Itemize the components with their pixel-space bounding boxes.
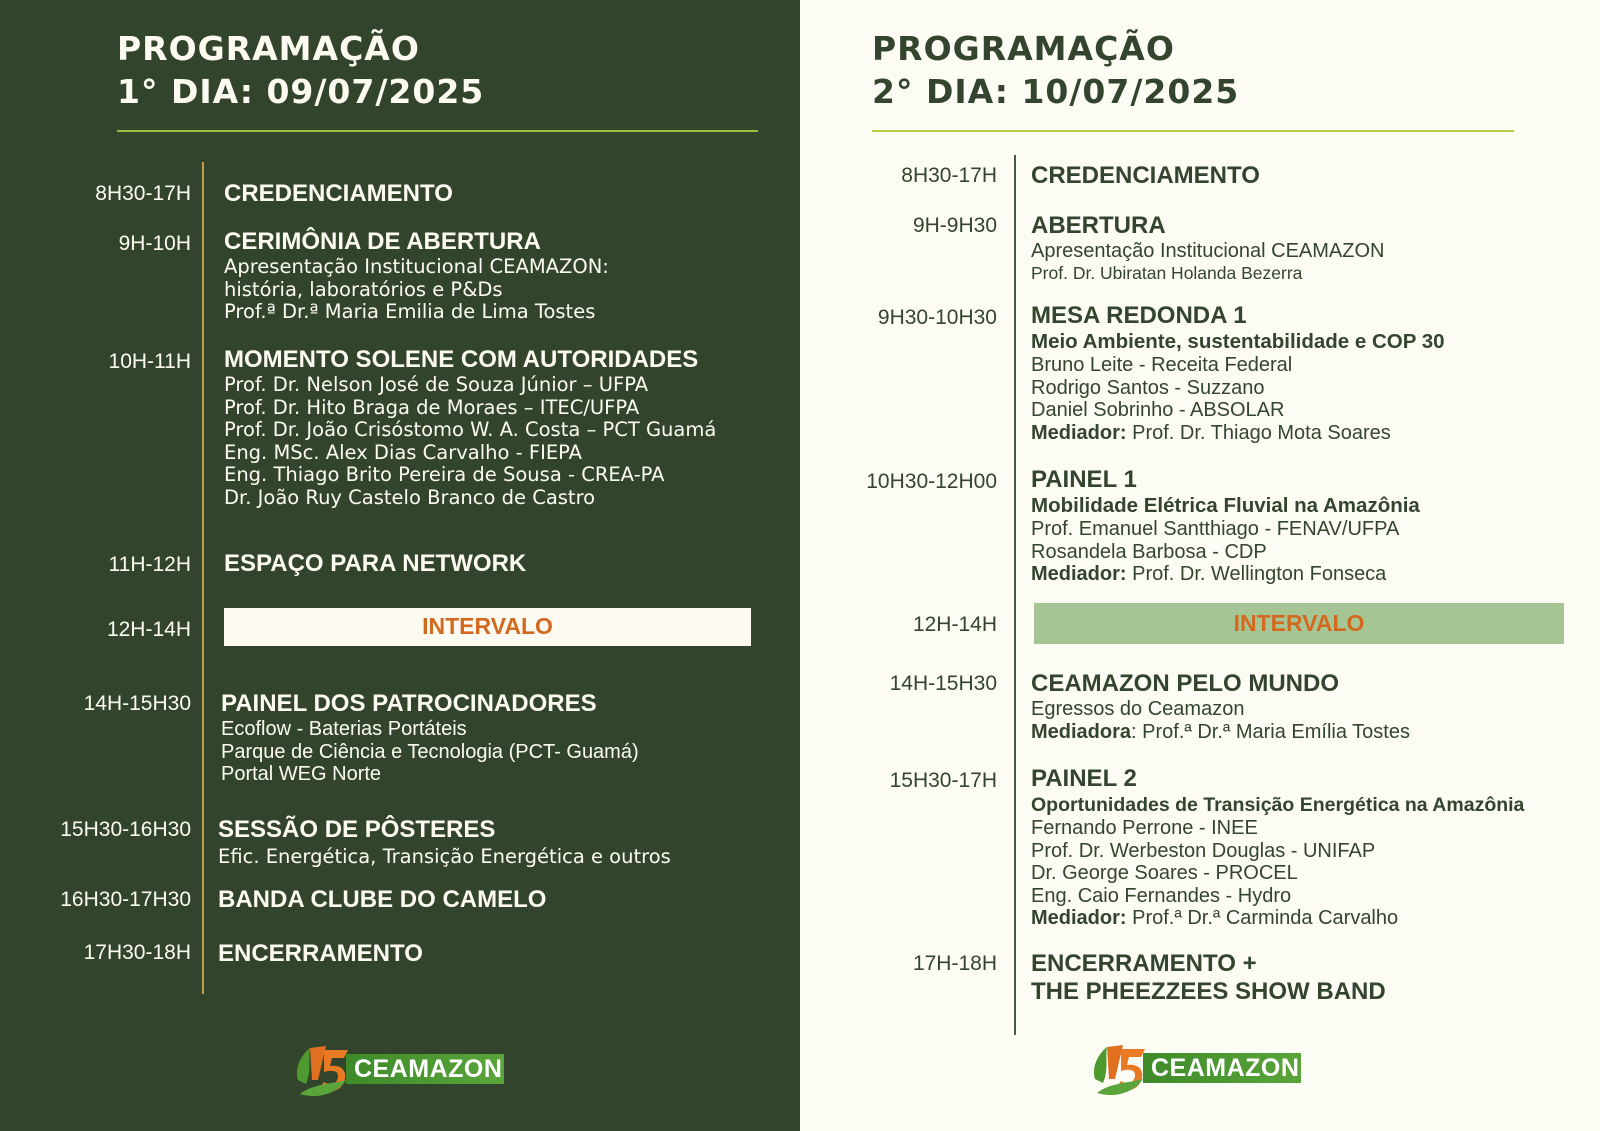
item-content — [218, 886, 546, 914]
item-content — [1031, 212, 1385, 283]
mediator-label: Mediador: — [1031, 907, 1127, 930]
item-time: 10H30-12H00 — [866, 470, 997, 493]
item-line: Apresentação Institucional CEAMAZON — [1031, 240, 1385, 262]
mediator-name: : Prof.ª Dr.ª Maria Emília Tostes — [1131, 720, 1410, 743]
item-content — [224, 346, 716, 510]
item-title-line2: THE PHEEZZEES SHOW BAND — [1031, 978, 1386, 1005]
item-title: CEAMAZON PELO MUNDO — [1031, 670, 1339, 697]
logo-text: CEAMAZON — [1151, 1054, 1300, 1082]
day1-divider — [117, 130, 758, 132]
item-time: 14H-15H30 — [889, 672, 997, 695]
day1-heading-date: 1° DIA: 09/07/2025 — [117, 72, 485, 111]
item-line: Parque de Ciência e Tecnologia (PCT- Guamá) — [221, 740, 639, 763]
item-line: Rosandela Barbosa - CDP — [1031, 540, 1267, 563]
item-line: Daniel Sobrinho - ABSOLAR — [1031, 399, 1285, 422]
item-title: SESSÃO DE PÔSTERES — [218, 816, 496, 843]
item-line: Apresentação Institucional CEAMAZON: — [224, 255, 609, 278]
day1-timeline-line — [202, 162, 204, 994]
mediator-name: Prof. Dr. Wellington Fonseca — [1126, 563, 1387, 586]
mediator-label: Mediador: — [1031, 563, 1127, 586]
item-line: Eng. Thiago Brito Pereira de Sousa - CREA-PA — [224, 463, 665, 487]
item-title: BANDA CLUBE DO CAMELO — [218, 886, 547, 913]
item-mediator — [1031, 422, 1445, 445]
item-time: 16H30-17H30 — [60, 888, 191, 911]
item-line: Bruno Leite - Receita Federal — [1031, 354, 1293, 376]
item-time: 15H30-17H — [889, 769, 997, 792]
item-time: 17H30-18H — [83, 941, 191, 964]
item-content — [224, 550, 526, 578]
item-line: Prof. Dr. João Crisóstomo W. A. Costa – PCT Guamá — [224, 418, 717, 442]
item-content — [1031, 670, 1410, 743]
item-subtitle: Oportunidades de Transição Energética na Amazônia — [1031, 794, 1525, 816]
item-time: 8H30-17H — [901, 164, 997, 187]
item-content — [224, 180, 453, 208]
item-title: PAINEL 2 — [1031, 765, 1137, 792]
item-title: CREDENCIAMENTO — [224, 180, 453, 207]
item-line: história, laboratórios e P&Ds — [224, 277, 503, 301]
item-title: ENCERRAMENTO + — [1031, 950, 1257, 977]
day1-heading-title: PROGRAMAÇÃO — [117, 29, 420, 68]
item-mediator — [1031, 907, 1524, 930]
item-content — [218, 940, 423, 968]
item-time: 15H30-16H30 — [60, 818, 191, 841]
item-line: Rodrigo Santos - Suzzano — [1031, 376, 1265, 399]
item-line: Prof.ª Dr.ª Maria Emilia de Lima Tostes — [224, 300, 596, 324]
day2-panel — [800, 0, 1600, 1131]
item-mediator — [1031, 563, 1420, 586]
item-title: PAINEL 1 — [1031, 466, 1137, 493]
day2-timeline-line — [1014, 155, 1016, 1035]
ceamazon-logo — [290, 1040, 520, 1104]
item-title: PAINEL DOS PATROCINADORES — [221, 690, 597, 717]
item-time: 9H-10H — [118, 232, 191, 255]
item-content — [1031, 466, 1420, 586]
item-line: Prof. Emanuel Santthiago - FENAV/UFPA — [1031, 518, 1400, 540]
anniversary-15-icon — [1087, 1039, 1149, 1103]
day2-heading-title: PROGRAMAÇÃO — [872, 29, 1175, 68]
item-time: 17H-18H — [912, 952, 997, 975]
item-subtitle: Meio Ambiente, sustentabilidade e COP 30 — [1031, 330, 1445, 353]
item-content — [1031, 950, 1386, 1006]
mediator-label: Mediador: — [1031, 421, 1127, 444]
item-content — [1031, 765, 1524, 930]
item-time: 12H-14H — [912, 613, 997, 636]
mediator-label: Mediadora — [1031, 720, 1132, 743]
item-line: Dr. George Soares - PROCEL — [1031, 862, 1298, 885]
item-line: Egressos do Ceamazon — [1031, 698, 1245, 720]
item-line: Prof. Dr. Nelson José de Souza Júnior – UFPA — [224, 373, 649, 396]
break-banner: INTERVALO — [224, 608, 751, 646]
item-time: 9H30-10H30 — [877, 306, 997, 329]
item-content — [218, 816, 671, 869]
item-line: Portal WEG Norte — [221, 763, 382, 786]
item-content — [1031, 162, 1260, 190]
item-title: MOMENTO SOLENE COM AUTORIDADES — [224, 346, 699, 373]
day1-heading — [117, 27, 484, 113]
item-title: CERIMÔNIA DE ABERTURA — [224, 228, 541, 255]
item-line: Prof. Dr. Hito Braga de Moraes – ITEC/UFPA — [224, 395, 640, 419]
day2-divider — [872, 130, 1514, 132]
mediator-name: Prof. Dr. Thiago Mota Soares — [1126, 421, 1391, 444]
item-time: 12H-14H — [106, 618, 191, 641]
logo-text: CEAMAZON — [354, 1055, 503, 1083]
item-subtitle: Mobilidade Elétrica Fluvial na Amazônia — [1031, 494, 1420, 517]
item-content — [1031, 302, 1445, 444]
item-time: 8H30-17H — [95, 182, 191, 205]
item-line: Ecoflow - Baterias Portáteis — [221, 718, 467, 740]
item-title: ABERTURA — [1031, 212, 1166, 239]
item-mediator — [1031, 721, 1410, 744]
item-time: 9H-9H30 — [912, 214, 997, 237]
item-title: ENCERRAMENTO — [218, 940, 423, 967]
item-content — [221, 690, 639, 786]
item-time: 14H-15H30 — [83, 692, 191, 715]
item-line: Dr. João Ruy Castelo Branco de Castro — [224, 485, 596, 509]
day2-heading — [872, 27, 1239, 113]
item-line: Prof. Dr. Ubiratan Holanda Bezerra — [1031, 262, 1303, 283]
anniversary-15-icon — [290, 1040, 352, 1104]
break-banner: INTERVALO — [1034, 603, 1564, 644]
item-line: Fernando Perrone - INEE — [1031, 817, 1258, 839]
day2-heading-date: 2° DIA: 10/07/2025 — [872, 72, 1240, 111]
item-line: Efic. Energética, Transição Energética e outros — [218, 845, 671, 868]
mediator-name: Prof.ª Dr.ª Carminda Carvalho — [1126, 907, 1399, 930]
item-line: Eng. Caio Fernandes - Hydro — [1031, 884, 1292, 907]
item-line: Prof. Dr. Werbeston Douglas - UNIFAP — [1031, 839, 1376, 862]
item-time: 11H-12H — [108, 553, 191, 576]
item-time: 10H-11H — [108, 350, 191, 373]
ceamazon-logo — [1087, 1039, 1317, 1103]
item-title: ESPAÇO PARA NETWORK — [224, 550, 527, 577]
item-line: Eng. MSc. Alex Dias Carvalho - FIEPA — [224, 440, 583, 464]
item-title: CREDENCIAMENTO — [1031, 162, 1260, 189]
item-content — [224, 228, 609, 324]
item-title: MESA REDONDA 1 — [1031, 302, 1247, 329]
